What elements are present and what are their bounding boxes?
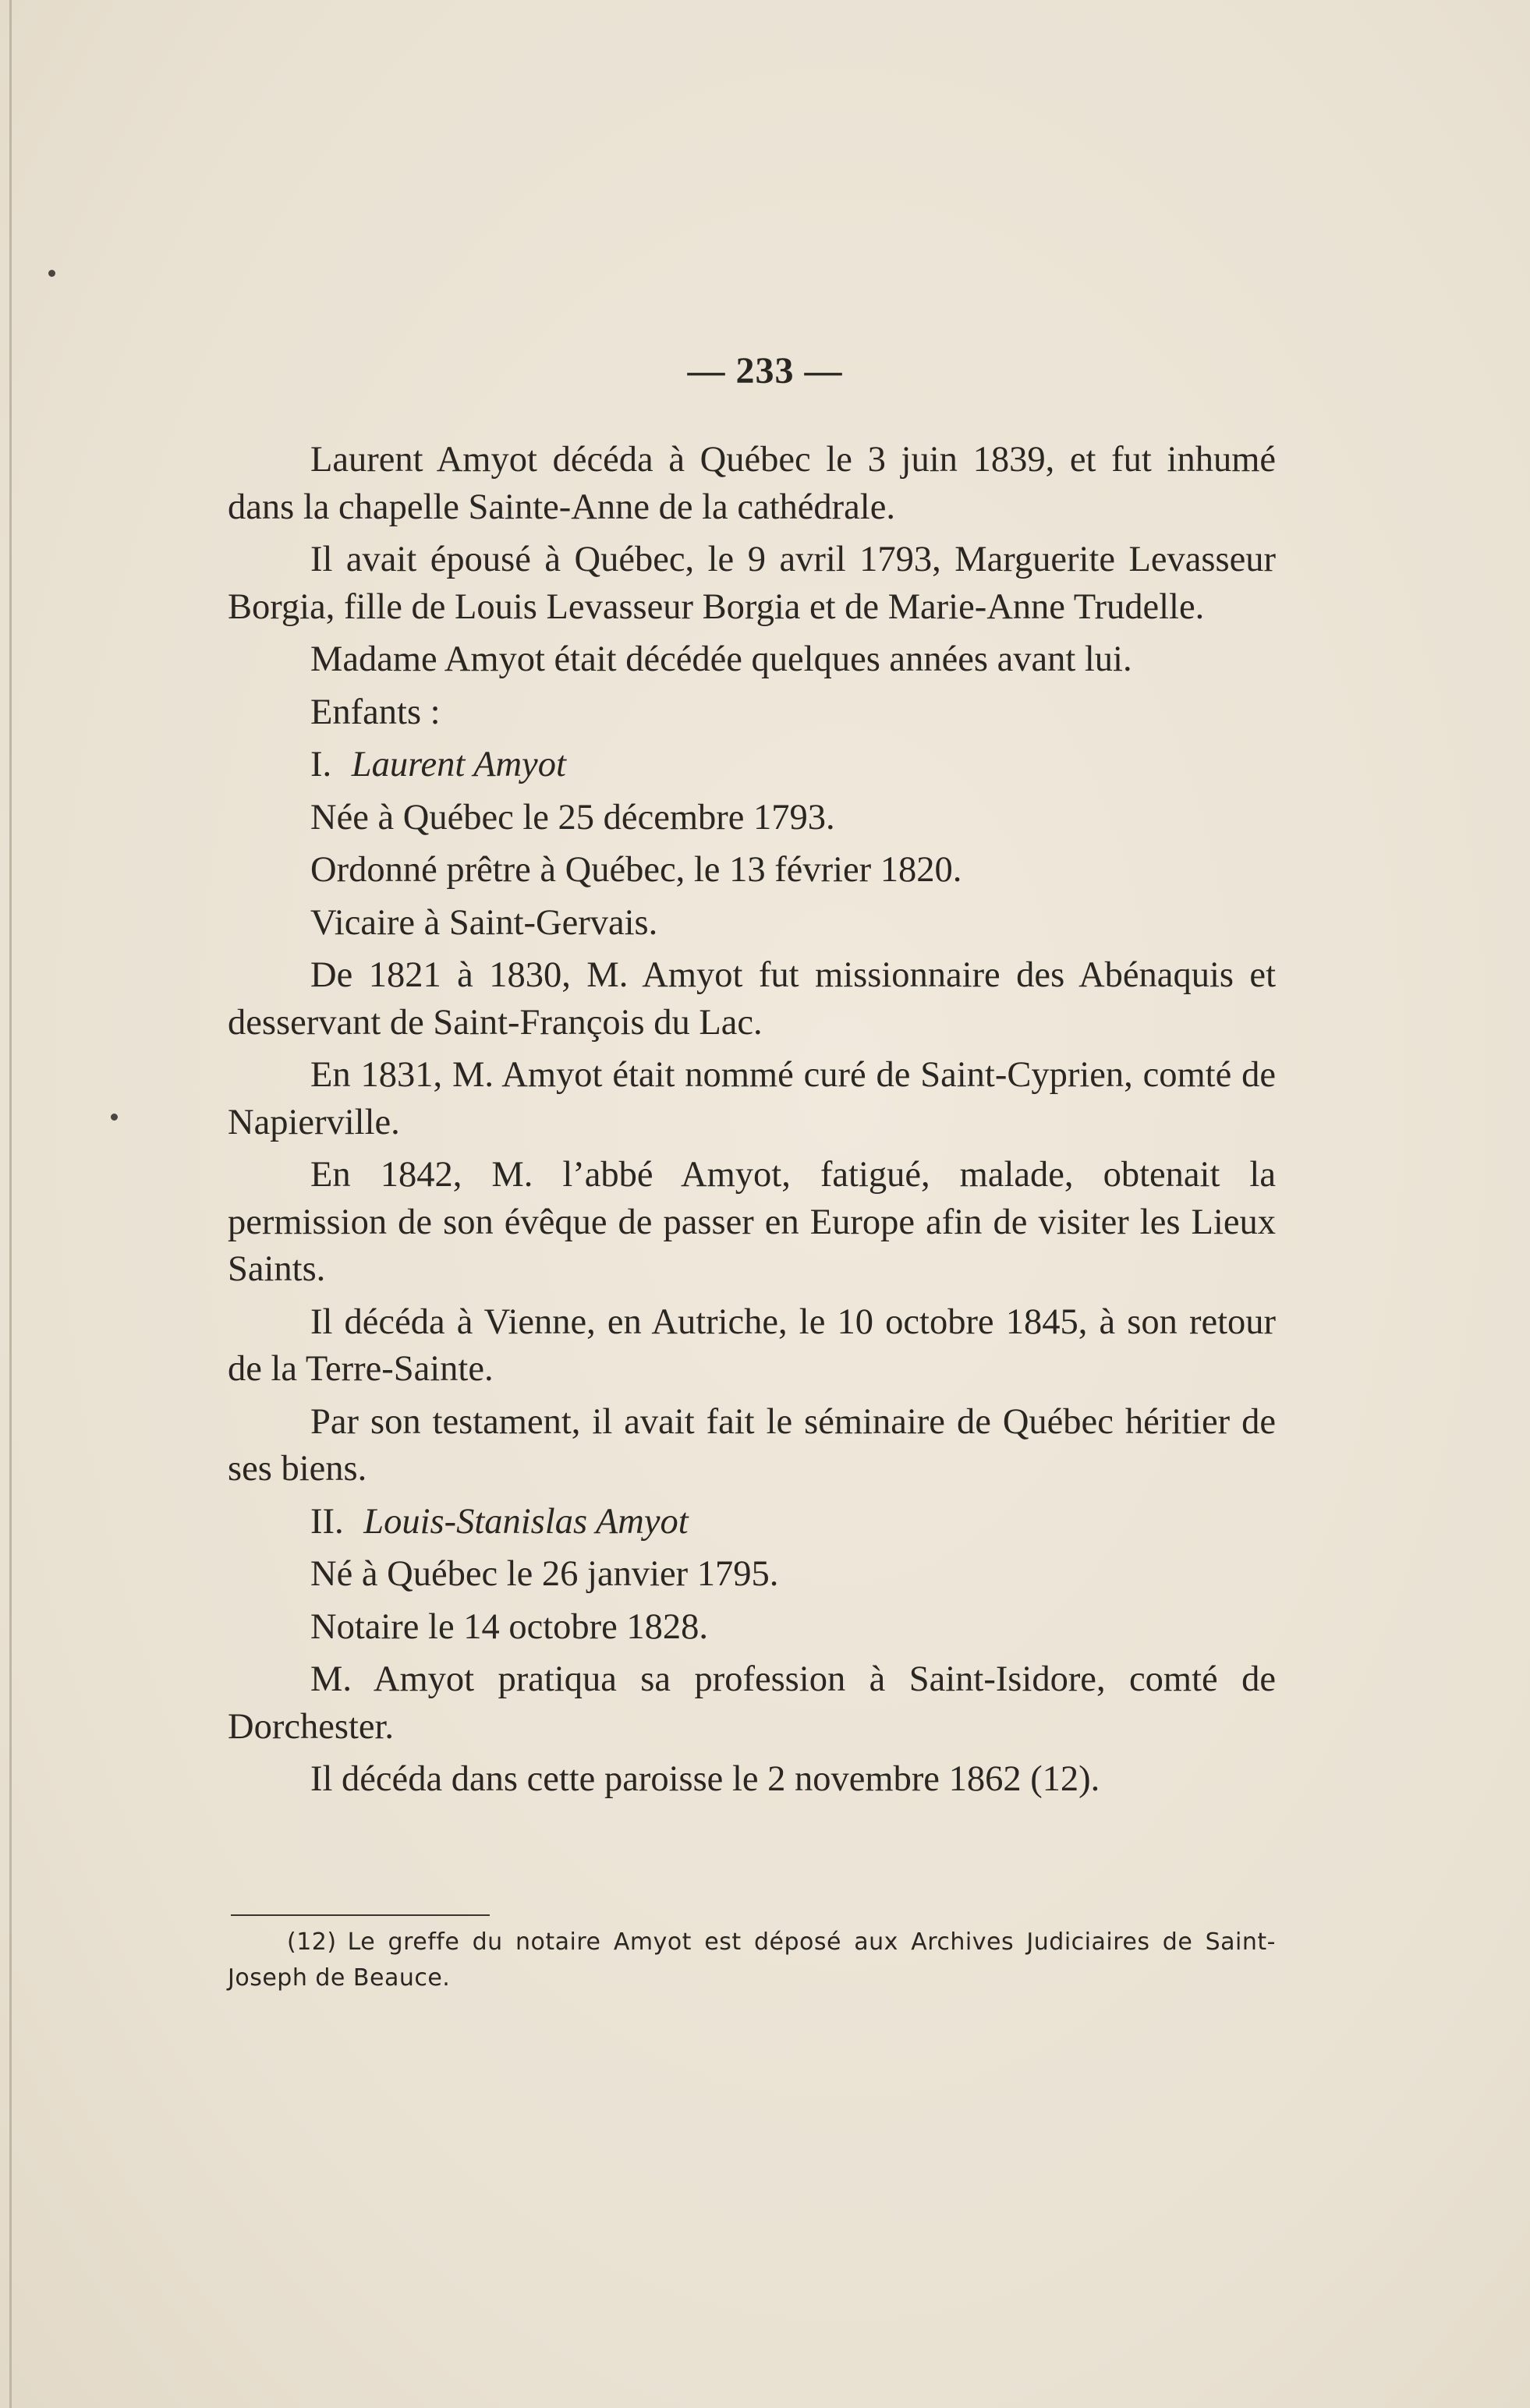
- footnote-rule: [231, 1914, 490, 1916]
- paragraph: M. Amyot pratiqua sa profession à Saint-Isidore, comté de Dorchester.: [228, 1659, 1276, 1747]
- paragraph: Il décéda à Vienne, en Autriche, le 10 octobre 1845, à son retour de la Terre-Sainte.: [228, 1301, 1276, 1389]
- footnote-number: (12): [287, 1928, 337, 1956]
- body-text: [228, 437, 1276, 1809]
- paragraph: De 1821 à 1830, M. Amyot fut missionnaire des Abénaquis et desservant de Saint-François du Lac.: [228, 955, 1276, 1043]
- paragraph: Il avait épousé à Québec, le 9 avril 1793, Marguerite Levasseur Borgia, fille de Louis Levasseur Borgia et de Marie-Anne Trudelle.: [228, 540, 1276, 627]
- paragraph: En 1842, M. l’abbé Amyot, fatigué, malade, obtenait la permission de son évêque de passer en Europe afin de visiter les Lieux Saints.: [228, 1155, 1276, 1289]
- paragraph: Née à Québec le 25 décembre 1793.: [310, 797, 835, 837]
- paragraph: Enfants :: [310, 692, 441, 732]
- paragraph: Né à Québec le 26 janvier 1795.: [310, 1554, 779, 1594]
- child-heading: [228, 742, 1276, 789]
- paragraph: Par son testament, il avait fait le séminaire de Québec héritier de ses biens.: [228, 1401, 1276, 1489]
- page-number: — 233 —: [687, 350, 843, 391]
- footnote: [228, 1925, 1276, 1996]
- paragraph: Ordonné prêtre à Québec, le 13 février 1820.: [310, 850, 962, 890]
- paragraph: Madame Amyot était décédée quelques années avant lui.: [310, 639, 1132, 679]
- footnote-text: Le greffe du notaire Amyot est déposé aux Archives Judiciaires de Saint-Joseph de Beauce.: [228, 1928, 1276, 1992]
- child-name: Laurent Amyot: [351, 745, 566, 784]
- ink-speck: [48, 270, 55, 277]
- paragraph: En 1831, M. Amyot était nommé curé de Saint-Cyprien, comté de Napierville.: [228, 1055, 1276, 1142]
- paragraph: Il décéda dans cette paroisse le 2 novembre 1862 (12).: [310, 1759, 1100, 1799]
- ink-speck: [111, 1114, 118, 1121]
- paragraph: Notaire le 14 octobre 1828.: [310, 1606, 709, 1647]
- paragraph: Vicaire à Saint-Gervais.: [310, 902, 658, 943]
- child-numeral: I.: [310, 745, 332, 784]
- paragraph: Laurent Amyot décéda à Québec le 3 juin 1839, et fut inhumé dans la chapelle Sainte-Anne de la cathédrale.: [228, 440, 1276, 527]
- child-heading: [228, 1499, 1276, 1546]
- child-name: Louis-Stanislas Amyot: [363, 1501, 689, 1542]
- child-numeral: II.: [310, 1501, 344, 1542]
